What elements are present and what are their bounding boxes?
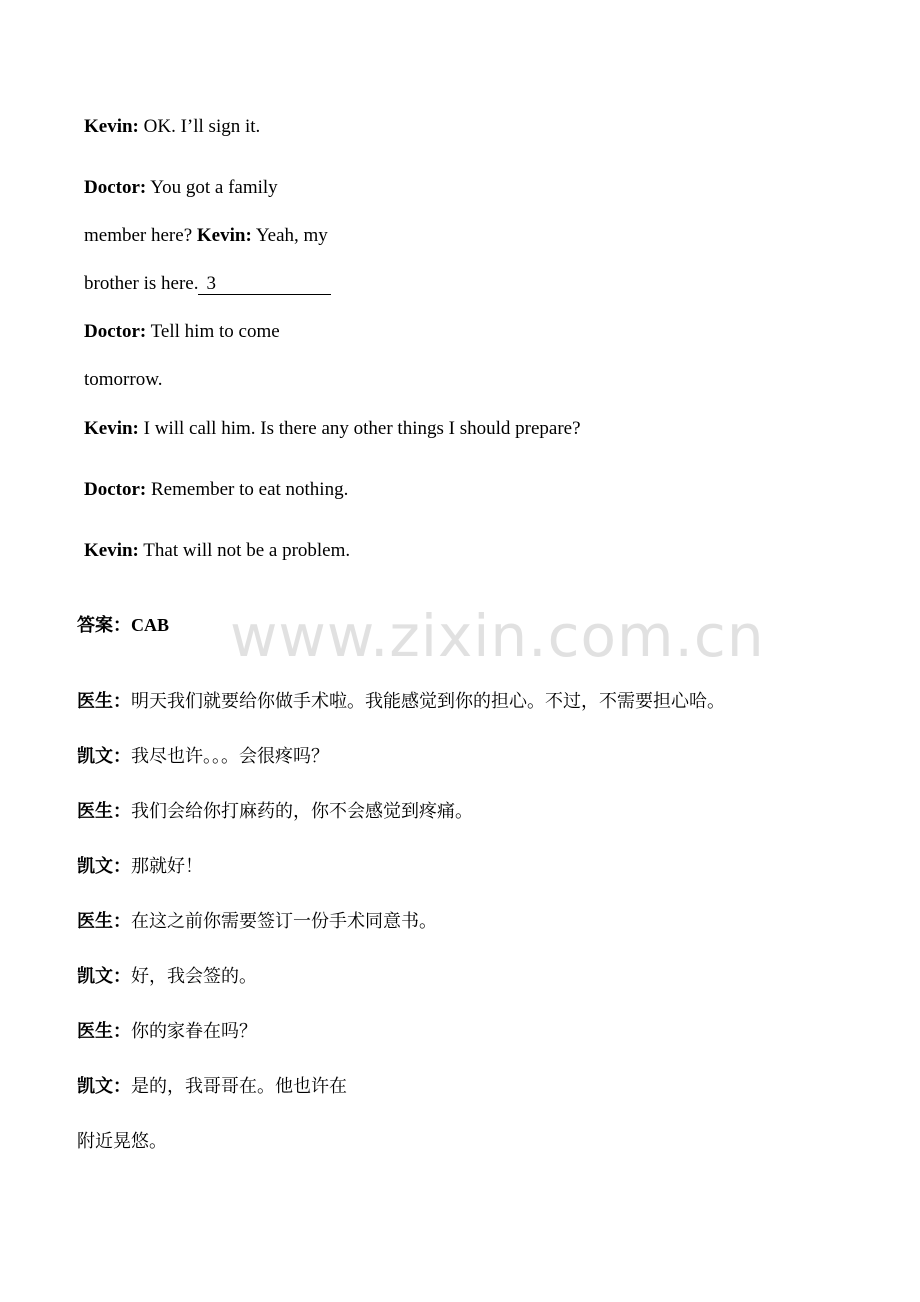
translation-text: 在这之前你需要签订一份手术同意书。 bbox=[131, 911, 437, 932]
speaker-label: 凯文 bbox=[77, 746, 113, 767]
speaker-label: Doctor: bbox=[84, 177, 147, 198]
dialogue-line bbox=[84, 320, 280, 344]
translation-text: 那就好！ bbox=[131, 856, 203, 877]
translation-text: 附近晃悠。 bbox=[77, 1131, 167, 1152]
translation-line bbox=[77, 910, 437, 934]
speaker-label: Kevin: bbox=[84, 116, 139, 137]
translation-line bbox=[77, 745, 329, 769]
fill-in-blank bbox=[198, 274, 331, 295]
translation-text: 明天我们就要给你做手术啦。我能感觉到你的担心。不过，不需要担心哈。 bbox=[131, 691, 725, 712]
answer-line bbox=[77, 613, 169, 638]
speaker-label: Kevin: bbox=[84, 418, 139, 439]
translation-line bbox=[77, 965, 257, 989]
dialogue-text: tomorrow. bbox=[84, 369, 163, 390]
dialogue-text: Remember to eat nothing. bbox=[146, 479, 349, 500]
translation-text: 我们会给你打麻药的，你不会感觉到疼痛。 bbox=[131, 801, 473, 822]
speaker-label: 凯文 bbox=[77, 966, 113, 987]
translation-line bbox=[77, 690, 725, 714]
dialogue-line bbox=[84, 417, 581, 441]
dialogue-line bbox=[84, 115, 260, 139]
translation-line bbox=[77, 1130, 167, 1154]
speaker-label: Kevin: bbox=[84, 540, 139, 561]
dialogue-text: You got a family bbox=[146, 177, 278, 198]
answer-value: CAB bbox=[131, 615, 170, 635]
dialogue-text: OK. I’ll sign it. bbox=[138, 116, 261, 137]
translation-line bbox=[77, 1020, 257, 1044]
speaker-label: Kevin: bbox=[196, 225, 252, 246]
speaker-label: 凯文 bbox=[77, 1076, 113, 1097]
speaker-colon: ： bbox=[113, 911, 131, 932]
dialogue-line bbox=[84, 478, 348, 502]
speaker-colon: ： bbox=[113, 1076, 131, 1097]
watermark: www.zixin.com.cn bbox=[230, 602, 765, 670]
translation-line bbox=[77, 1075, 347, 1099]
dialogue-text: I will call him. Is there any other things I should prepare? bbox=[138, 418, 581, 439]
speaker-colon: ： bbox=[113, 1021, 131, 1042]
speaker-colon: ： bbox=[113, 966, 131, 987]
translation-text: 我尽也许。。。会很疼吗？ bbox=[131, 746, 329, 767]
blank-number: 3 bbox=[206, 273, 216, 294]
speaker-colon: ： bbox=[113, 691, 131, 712]
dialogue-line bbox=[84, 539, 350, 563]
speaker-colon: ： bbox=[113, 746, 131, 767]
speaker-label: 医生 bbox=[77, 1021, 113, 1042]
speaker-label: 医生 bbox=[77, 911, 113, 932]
translation-line bbox=[77, 800, 473, 824]
dialogue-text: Yeah, my bbox=[251, 225, 328, 246]
dialogue-text: That will not be a problem. bbox=[138, 540, 351, 561]
answer-label: 答案： bbox=[77, 615, 131, 636]
dialogue-line bbox=[84, 272, 331, 296]
translation-text: 好，我会签的。 bbox=[131, 966, 257, 987]
speaker-label: 医生 bbox=[77, 801, 113, 822]
speaker-label: Doctor: bbox=[84, 321, 147, 342]
dialogue-line bbox=[84, 368, 162, 392]
translation-line bbox=[77, 855, 203, 879]
translation-text: 是的，我哥哥在。他也许在 bbox=[131, 1076, 347, 1097]
dialogue-line bbox=[84, 176, 278, 200]
speaker-label: Doctor: bbox=[84, 479, 147, 500]
speaker-colon: ： bbox=[113, 856, 131, 877]
dialogue-text: Tell him to come bbox=[146, 321, 280, 342]
speaker-label: 医生 bbox=[77, 691, 113, 712]
speaker-label: 凯文 bbox=[77, 856, 113, 877]
translation-text: 你的家眷在吗？ bbox=[131, 1021, 257, 1042]
dialogue-text: member here? bbox=[84, 225, 197, 246]
dialogue-text: brother is here. bbox=[84, 273, 199, 294]
speaker-colon: ： bbox=[113, 801, 131, 822]
dialogue-line bbox=[84, 224, 328, 248]
